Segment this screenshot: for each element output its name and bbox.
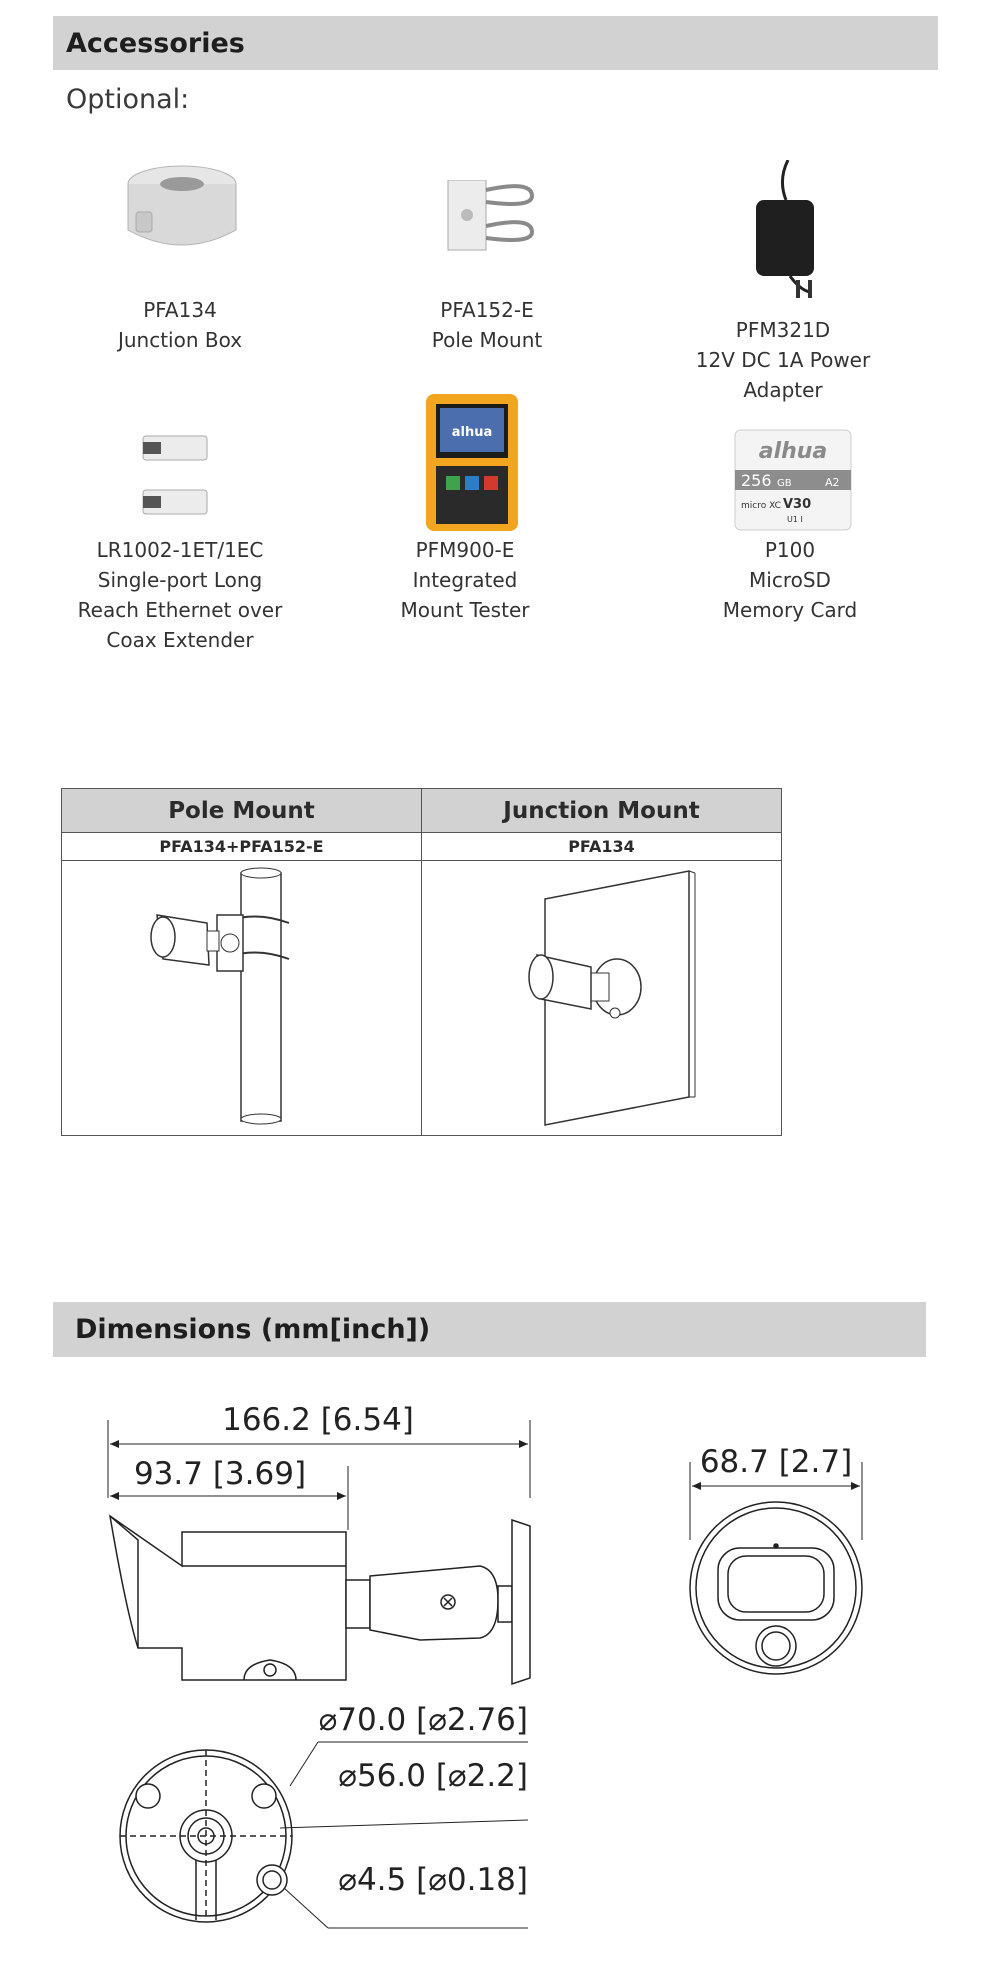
junction-mount-drawing-cell	[422, 861, 782, 1136]
junction-mount-drawing	[427, 861, 777, 1131]
pole-mount-drawing	[67, 861, 417, 1131]
camera-front-view	[690, 1502, 862, 1674]
mount-options-table	[61, 788, 782, 1136]
accessory-item-pfa134	[80, 160, 280, 360]
card-format: micro XC	[741, 501, 781, 511]
screw-hole-label: ⌀4.5 [⌀0.18]	[338, 1862, 528, 1898]
camera-bottom-view	[120, 1750, 292, 1922]
junction-box-image	[122, 160, 242, 270]
power-adapter-image	[738, 160, 828, 305]
accessory-name: Integrated Mount Tester	[400, 568, 530, 622]
optional-label: Optional:	[66, 84, 190, 115]
eoc-extender-image	[135, 428, 225, 528]
accessory-code: PFM321D	[735, 318, 831, 342]
accessory-code: P100	[764, 538, 816, 562]
card-brand: alhua	[758, 439, 828, 464]
card-speed: A2	[825, 476, 840, 489]
mount-tester-image	[422, 390, 522, 535]
side-view-dimensions	[108, 1402, 530, 1530]
tester-brand: alhua	[451, 425, 493, 440]
accessory-name: 12V DC 1A Power Adapter	[695, 348, 871, 402]
microsd-card-image	[733, 428, 853, 533]
pole-mount-image	[442, 180, 542, 260]
accessory-item-pfm321d	[673, 160, 893, 400]
card-capacity: 256	[741, 471, 772, 490]
accessory-code: PFM900-E	[415, 538, 515, 562]
accessory-code: PFA134	[143, 298, 217, 322]
accessory-item-p100	[690, 420, 890, 640]
accessory-item-pfm900e	[365, 390, 565, 630]
card-grade: U1 I	[787, 515, 803, 524]
base-holes-label: ⌀56.0 [⌀2.2]	[338, 1758, 528, 1794]
accessory-name: Single-port Long Reach Ethernet over Coax Extender	[77, 568, 283, 652]
table-header-junction-mount: Junction Mount	[422, 789, 782, 833]
accessory-name: Junction Box	[117, 328, 243, 352]
accessory-name: Pole Mount	[431, 328, 543, 352]
accessory-name: MicroSD Memory Card	[722, 568, 858, 622]
overall-length-label: 166.2 [6.54]	[222, 1402, 414, 1438]
card-class: V30	[783, 497, 812, 512]
dimensions-drawing	[0, 1380, 992, 1980]
base-outer-label: ⌀70.0 [⌀2.76]	[318, 1702, 528, 1738]
accessory-item-pfa152e	[387, 160, 587, 360]
table-cell-junction-code: PFA134	[422, 833, 782, 861]
accessories-heading: Accessories	[66, 28, 245, 59]
dimensions-heading: Dimensions (mm[inch])	[75, 1314, 431, 1345]
body-length-label: 93.7 [3.69]	[133, 1456, 307, 1492]
accessory-code: LR1002-1ET/1EC	[96, 538, 264, 562]
width-label: 68.7 [2.7]	[699, 1444, 853, 1480]
camera-side-view	[110, 1516, 530, 1684]
accessory-code: PFA152-E	[440, 298, 534, 322]
card-unit: GB	[777, 478, 792, 489]
pole-mount-drawing-cell	[62, 861, 422, 1136]
bottom-view-dimensions	[280, 1702, 528, 1928]
table-header-pole-mount: Pole Mount	[62, 789, 422, 833]
accessory-item-lr1002	[60, 420, 300, 660]
dimensions-section-header	[53, 1302, 926, 1357]
accessories-section-header	[53, 16, 938, 70]
table-cell-pole-code: PFA134+PFA152-E	[62, 833, 422, 861]
